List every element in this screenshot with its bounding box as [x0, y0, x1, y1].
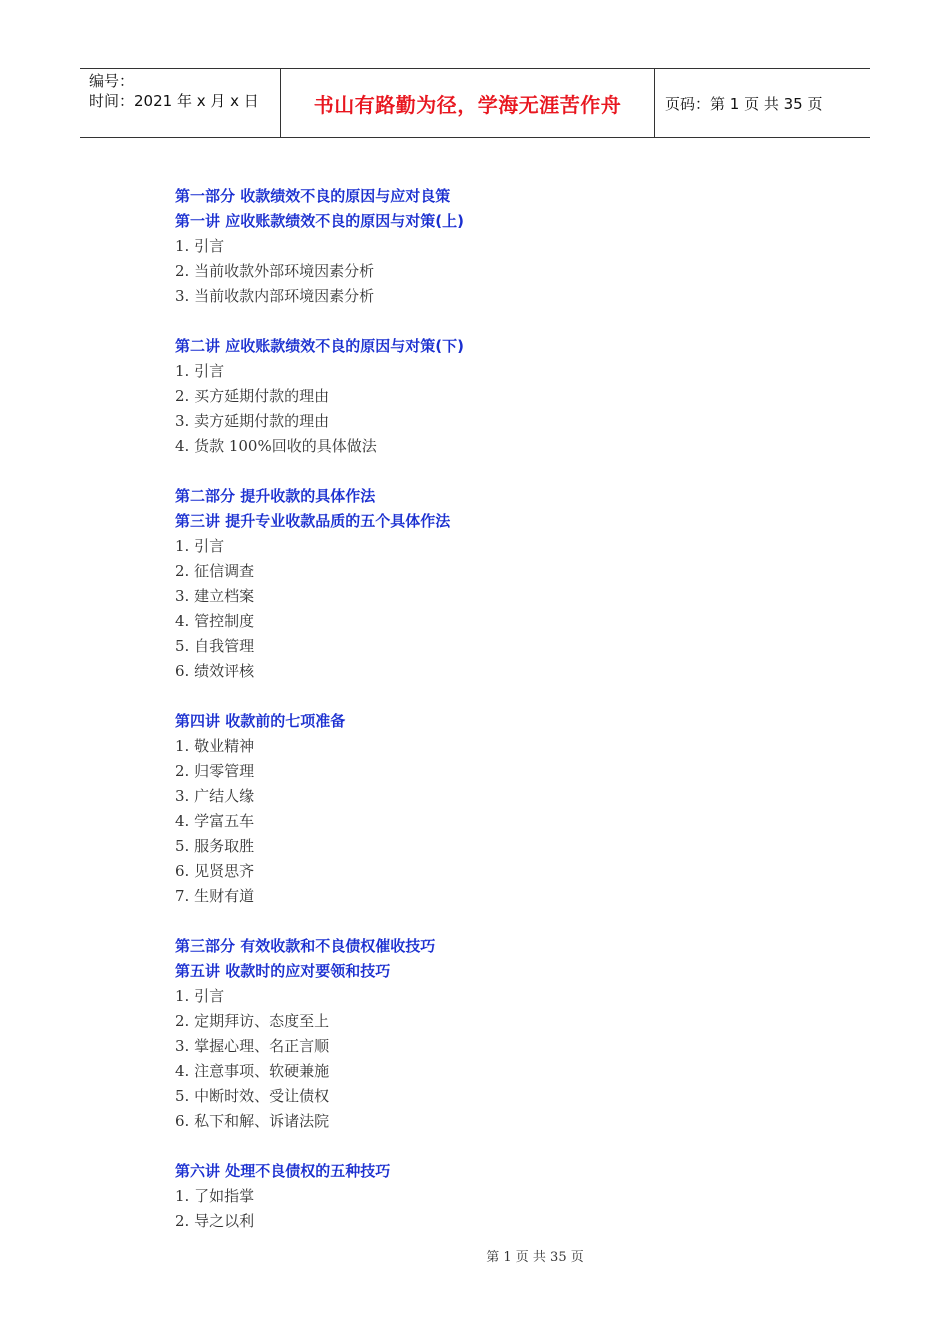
- list-item: 5. 自我管理: [175, 637, 255, 655]
- header-page-info: 页码：第 1 页 共 35 页: [665, 94, 823, 113]
- list-item: 1. 引言: [175, 362, 225, 380]
- section-heading: 第四讲 收款前的七项准备: [175, 712, 346, 730]
- list-item: 2. 征信调查: [175, 562, 255, 580]
- section-heading: 第六讲 处理不良债权的五种技巧: [175, 1162, 391, 1180]
- section-heading: 第三讲 提升专业收款品质的五个具体作法: [175, 512, 451, 530]
- list-item: 4. 学富五车: [175, 812, 255, 830]
- list-item: 5. 中断时效、受让债权: [175, 1087, 330, 1105]
- section-spacer: [175, 309, 795, 334]
- number-label: 编号：: [89, 72, 135, 90]
- list-item: 4. 注意事项、软硬兼施: [175, 1062, 330, 1080]
- list-item: 1. 敬业精神: [175, 737, 255, 755]
- list-item: 2. 买方延期付款的理由: [175, 387, 330, 405]
- section-heading: 第二讲 应收账款绩效不良的原因与对策(下): [175, 337, 464, 355]
- section-heading: 第一讲 应收账款绩效不良的原因与对策(上): [175, 212, 464, 230]
- list-item: 1. 了如指掌: [175, 1187, 255, 1205]
- page-header: [80, 68, 870, 138]
- section-heading: 第五讲 收款时的应对要领和技巧: [175, 962, 391, 980]
- section-spacer: [175, 909, 795, 934]
- list-item: 4. 货款 100%回收的具体做法: [175, 437, 377, 455]
- time-label: 时间：2021 年 x 月 x 日: [89, 92, 259, 110]
- header-motto: 书山有路勤为径，学海无涯苦作舟: [281, 69, 655, 137]
- footer-page-number: 第 1 页 共 35 页: [486, 1250, 584, 1265]
- section-spacer: [175, 684, 795, 709]
- page-footer: [0, 1246, 950, 1265]
- section-heading: 第二部分 提升收款的具体作法: [175, 487, 376, 505]
- list-item: 1. 引言: [175, 537, 225, 555]
- list-item: 1. 引言: [175, 237, 225, 255]
- section-spacer: [175, 1134, 795, 1159]
- list-item: 2. 归零管理: [175, 762, 255, 780]
- section-heading: 第三部分 有效收款和不良债权催收技巧: [175, 937, 436, 955]
- list-item: 6. 绩效评核: [175, 662, 255, 680]
- list-item: 3. 广结人缘: [175, 787, 255, 805]
- list-item: 3. 建立档案: [175, 587, 255, 605]
- section-heading: 第一部分 收款绩效不良的原因与应对良策: [175, 187, 451, 205]
- list-item: 7. 生财有道: [175, 887, 255, 905]
- list-item: 5. 服务取胜: [175, 837, 255, 855]
- list-item: 6. 私下和解、诉诸法院: [175, 1112, 330, 1130]
- section-spacer: [175, 459, 795, 484]
- list-item: 2. 定期拜访、态度至上: [175, 1012, 330, 1030]
- list-item: 3. 当前收款内部环境因素分析: [175, 287, 375, 305]
- list-item: 2. 当前收款外部环境因素分析: [175, 262, 375, 280]
- header-meta: [80, 69, 281, 137]
- list-item: 3. 掌握心理、名正言顺: [175, 1037, 330, 1055]
- list-item: 3. 卖方延期付款的理由: [175, 412, 330, 430]
- table-of-contents: [175, 184, 795, 1234]
- list-item: 1. 引言: [175, 987, 225, 1005]
- list-item: 6. 见贤思齐: [175, 862, 255, 880]
- list-item: 2. 导之以利: [175, 1212, 255, 1230]
- list-item: 4. 管控制度: [175, 612, 255, 630]
